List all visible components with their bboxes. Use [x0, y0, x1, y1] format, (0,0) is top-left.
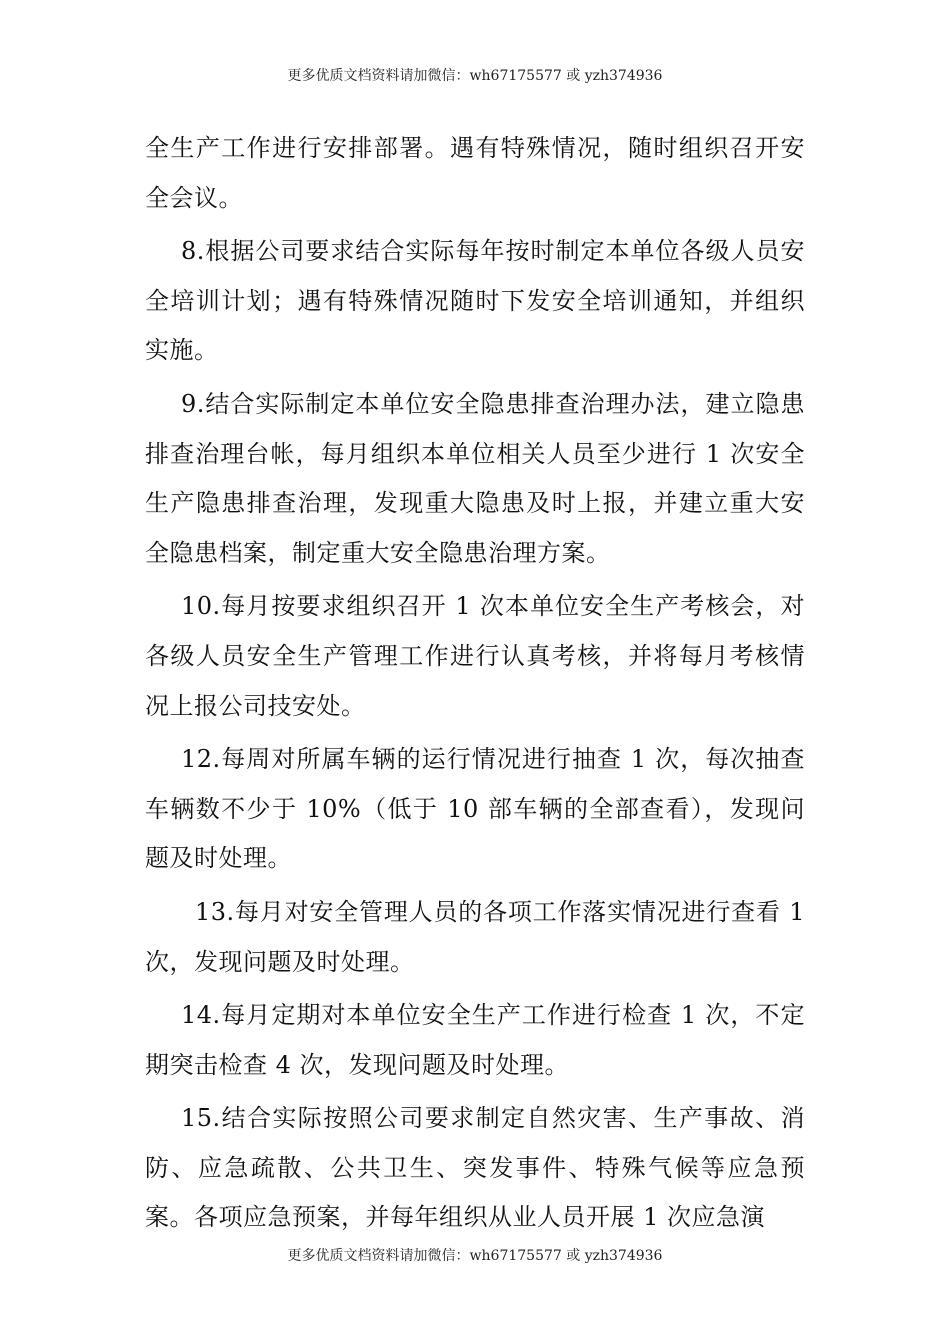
document-body	[145, 124, 805, 1247]
paragraph-item-12: 12.每周对所属车辆的运行情况进行抽查 1 次，每次抽查车辆数不少于 10%（低于 10 部车辆的全部查看），发现问题及时处理。	[145, 745, 805, 873]
paragraph-item-8: 8.根据公司要求结合实际每年按时制定本单位各级人员安全培训计划；遇有特殊情况随时下发安全培训通知，并组织实施。	[145, 237, 805, 365]
paragraph-item-10: 10.每月按要求组织召开 1 次本单位安全生产考核会，对各级人员安全生产管理工作进行认真考核，并将每月考核情况上报公司技安处。	[145, 592, 805, 720]
page-header: 更多优质文档资料请加微信：wh67175577 或 yzh374936	[287, 68, 663, 84]
paragraph-item-14: 14.每月定期对本单位安全生产工作进行检查 1 次，不定期突击检查 4 次，发现问题及时处理。	[145, 1001, 805, 1079]
page-footer: 更多优质文档资料请加微信：wh67175577 或 yzh374936	[287, 1248, 663, 1264]
paragraph-item-15: 15.结合实际按照公司要求制定自然灾害、生产事故、消防、应急疏散、公共卫生、突发事件、特殊气候等应急预案。各项应急预案，并每年组织从业人员开展 1 次应急演	[145, 1104, 805, 1232]
paragraph-continuation: 全生产工作进行安排部署。遇有特殊情况，随时组织召开安全会议。	[145, 134, 805, 212]
paragraph-item-9: 9.结合实际制定本单位安全隐患排查治理办法，建立隐患排查治理台帐，每月组织本单位相关人员至少进行 1 次安全生产隐患排查治理，发现重大隐患及时上报，并建立重大安全隐患档案，制定重大安全隐患治理方案。	[145, 389, 805, 567]
paragraph-item-13: 13.每月对安全管理人员的各项工作落实情况进行查看 1 次，发现问题及时处理。	[145, 897, 805, 976]
